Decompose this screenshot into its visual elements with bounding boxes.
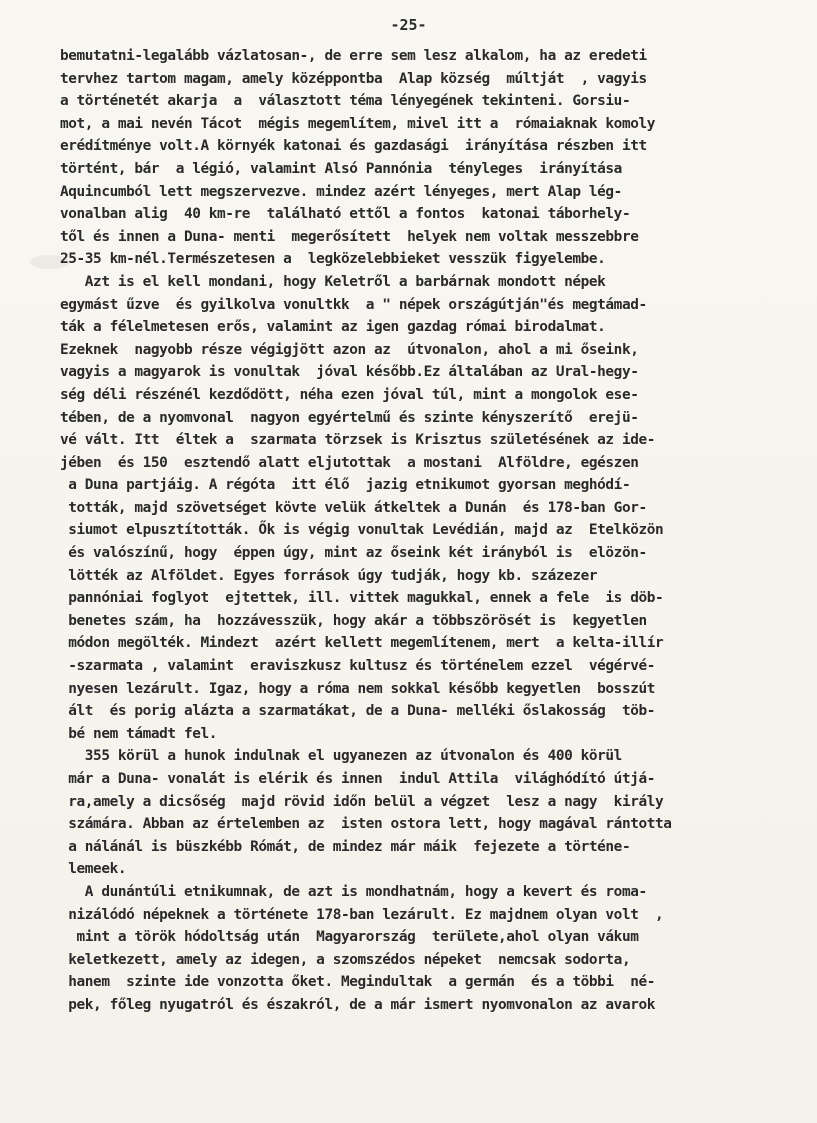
text-line: 355 körül a hunok indulnak el ugyanezen az útvonalon és 400 körül xyxy=(60,748,622,765)
text-line: tében, de a nyomvonal nagyon egyértelmű és szinte kényszerítő erejü- xyxy=(60,409,639,426)
page-number: -25- xyxy=(390,16,427,34)
text-line: lemeek. xyxy=(60,861,127,878)
text-line: hanem szinte ide vonzotta őket. Megindultak a germán és a többi né- xyxy=(60,974,656,991)
text-line: Aquincumból lett megszervezve. mindez azért lényeges, mert Alap lég- xyxy=(60,183,622,200)
text-line: bemutatni-legalább vázlatosan-, de erre sem lesz alkalom, ha az eredeti xyxy=(60,48,647,64)
text-line: vonalban alig 40 km-re található ettől a fontos katonai táborhely- xyxy=(60,206,631,223)
text-line: nyesen lezárult. Igaz, hogy a róma nem sokkal később kegyetlen bosszút xyxy=(60,680,656,697)
text-line: vé vált. Itt éltek a szarmata törzsek is Krisztus születésének az ide- xyxy=(60,432,656,449)
text-line: egymást űzve és gyilkolva vonultkk a " népek országútján"és megtámad- xyxy=(60,296,647,313)
typewritten-text xyxy=(60,45,772,1017)
text-line: Ezeknek nagyobb része végigjött azon az útvonalon, ahol a mi őseink, xyxy=(60,341,639,358)
text-line: nizálódó népeknek a története 178-ban lezárult. Ez majdnem olyan volt , xyxy=(60,906,664,923)
text-line: lötték az Alföldet. Egyes források úgy tudják, hogy kb. százezer xyxy=(60,567,598,584)
text-line: mint a török hódoltság után Magyarország területe,ahol olyan vákum xyxy=(60,929,639,946)
text-line: tották, majd szövetséget kövte velük átkeltek a Dunán és 178-ban Gor- xyxy=(60,499,647,516)
text-line: A dunántúli etnikumnak, de azt is mondhatnám, hogy a kevert és roma- xyxy=(60,883,647,900)
text-line: Azt is el kell mondani, hogy Keletről a barbárnak mondott népek xyxy=(60,273,606,290)
text-line: és valószínű, hogy éppen úgy, mint az őseink két irányból is elözön- xyxy=(60,545,647,562)
text-line: tervhez tartom magam, amely középpontba Alap község múltját , vagyis xyxy=(60,70,647,87)
text-line: módon megölték. Mindezt azért kellett megemlítenem, mert a kelta-illír xyxy=(60,635,664,652)
text-line: pek, főleg nyugatról és északról, de a már ismert nyomvonalon az avarok xyxy=(60,996,656,1013)
text-line: pannóniai foglyot ejtettek, ill. vittek magukkal, ennek a fele is döb- xyxy=(60,590,664,607)
text-line: siumot elpusztították. Ők is végig vonultak Levédián, majd az Etelközön xyxy=(60,522,664,539)
text-line: benetes szám, ha hozzávesszük, hogy akár a többszörösét is kegyetlen xyxy=(60,612,647,629)
text-line: erédítménye volt.A környék katonai és gazdasági irányítása részben itt xyxy=(60,138,647,155)
text-line: történt, bár a légió, valamint Alsó Pannónia tényleges irányítása xyxy=(60,160,622,177)
text-line: bé nem támadt fel. xyxy=(60,725,218,742)
text-line: vagyis a magyarok is vonultak jóval később.Ez általában az Ural-hegy- xyxy=(60,364,639,381)
text-line: ra,amely a dicsőség majd rövid időn belül a végzet lesz a nagy király xyxy=(60,793,664,810)
text-line: ség déli részénél kezdődött, néha ezen jóval túl, mint a mongolok ese- xyxy=(60,386,639,403)
text-line: ált és porig alázta a szarmatákat, de a Duna- melléki őslakosság töb- xyxy=(60,703,656,720)
text-line: -szarmata , valamint eraviszkusz kultusz és történelem ezzel végérvé- xyxy=(60,658,656,675)
text-line: a Duna partjáig. A régóta itt élő jazig etnikumot gyorsan meghódí- xyxy=(60,477,631,494)
text-line: 25-35 km-nél.Természetesen a legközelebbieket vesszük figyelembe. xyxy=(60,251,606,268)
text-line: ták a félelmetesen erős, valamint az igen gazdag római birodalmat. xyxy=(60,319,606,336)
text-line: számára. Abban az értelemben az isten ostora lett, hogy magával rántotta xyxy=(60,816,672,833)
text-line: jében és 150 esztendő alatt eljutottak a mostani Alföldre, egészen xyxy=(60,454,639,471)
text-line: már a Duna- vonalát is elérik és innen indul Attila világhódító útjá- xyxy=(60,771,656,787)
text-line: keletkezett, amely az idegen, a szomszédos népeket nemcsak sodorta, xyxy=(60,951,631,968)
text-line: től és innen a Duna- menti megerősített helyek nem voltak messzebbre xyxy=(60,228,639,245)
text-line: a nálánál is büszkébb Rómát, de mindez már máik fejezete a történe- xyxy=(60,838,631,855)
text-line: mot, a mai nevén Tácot mégis megemlítem, mivel itt a rómaiaknak komoly xyxy=(60,115,656,132)
text-line: a történetét akarja a választott téma lényegének tekinteni. Gorsiu- xyxy=(60,93,631,110)
